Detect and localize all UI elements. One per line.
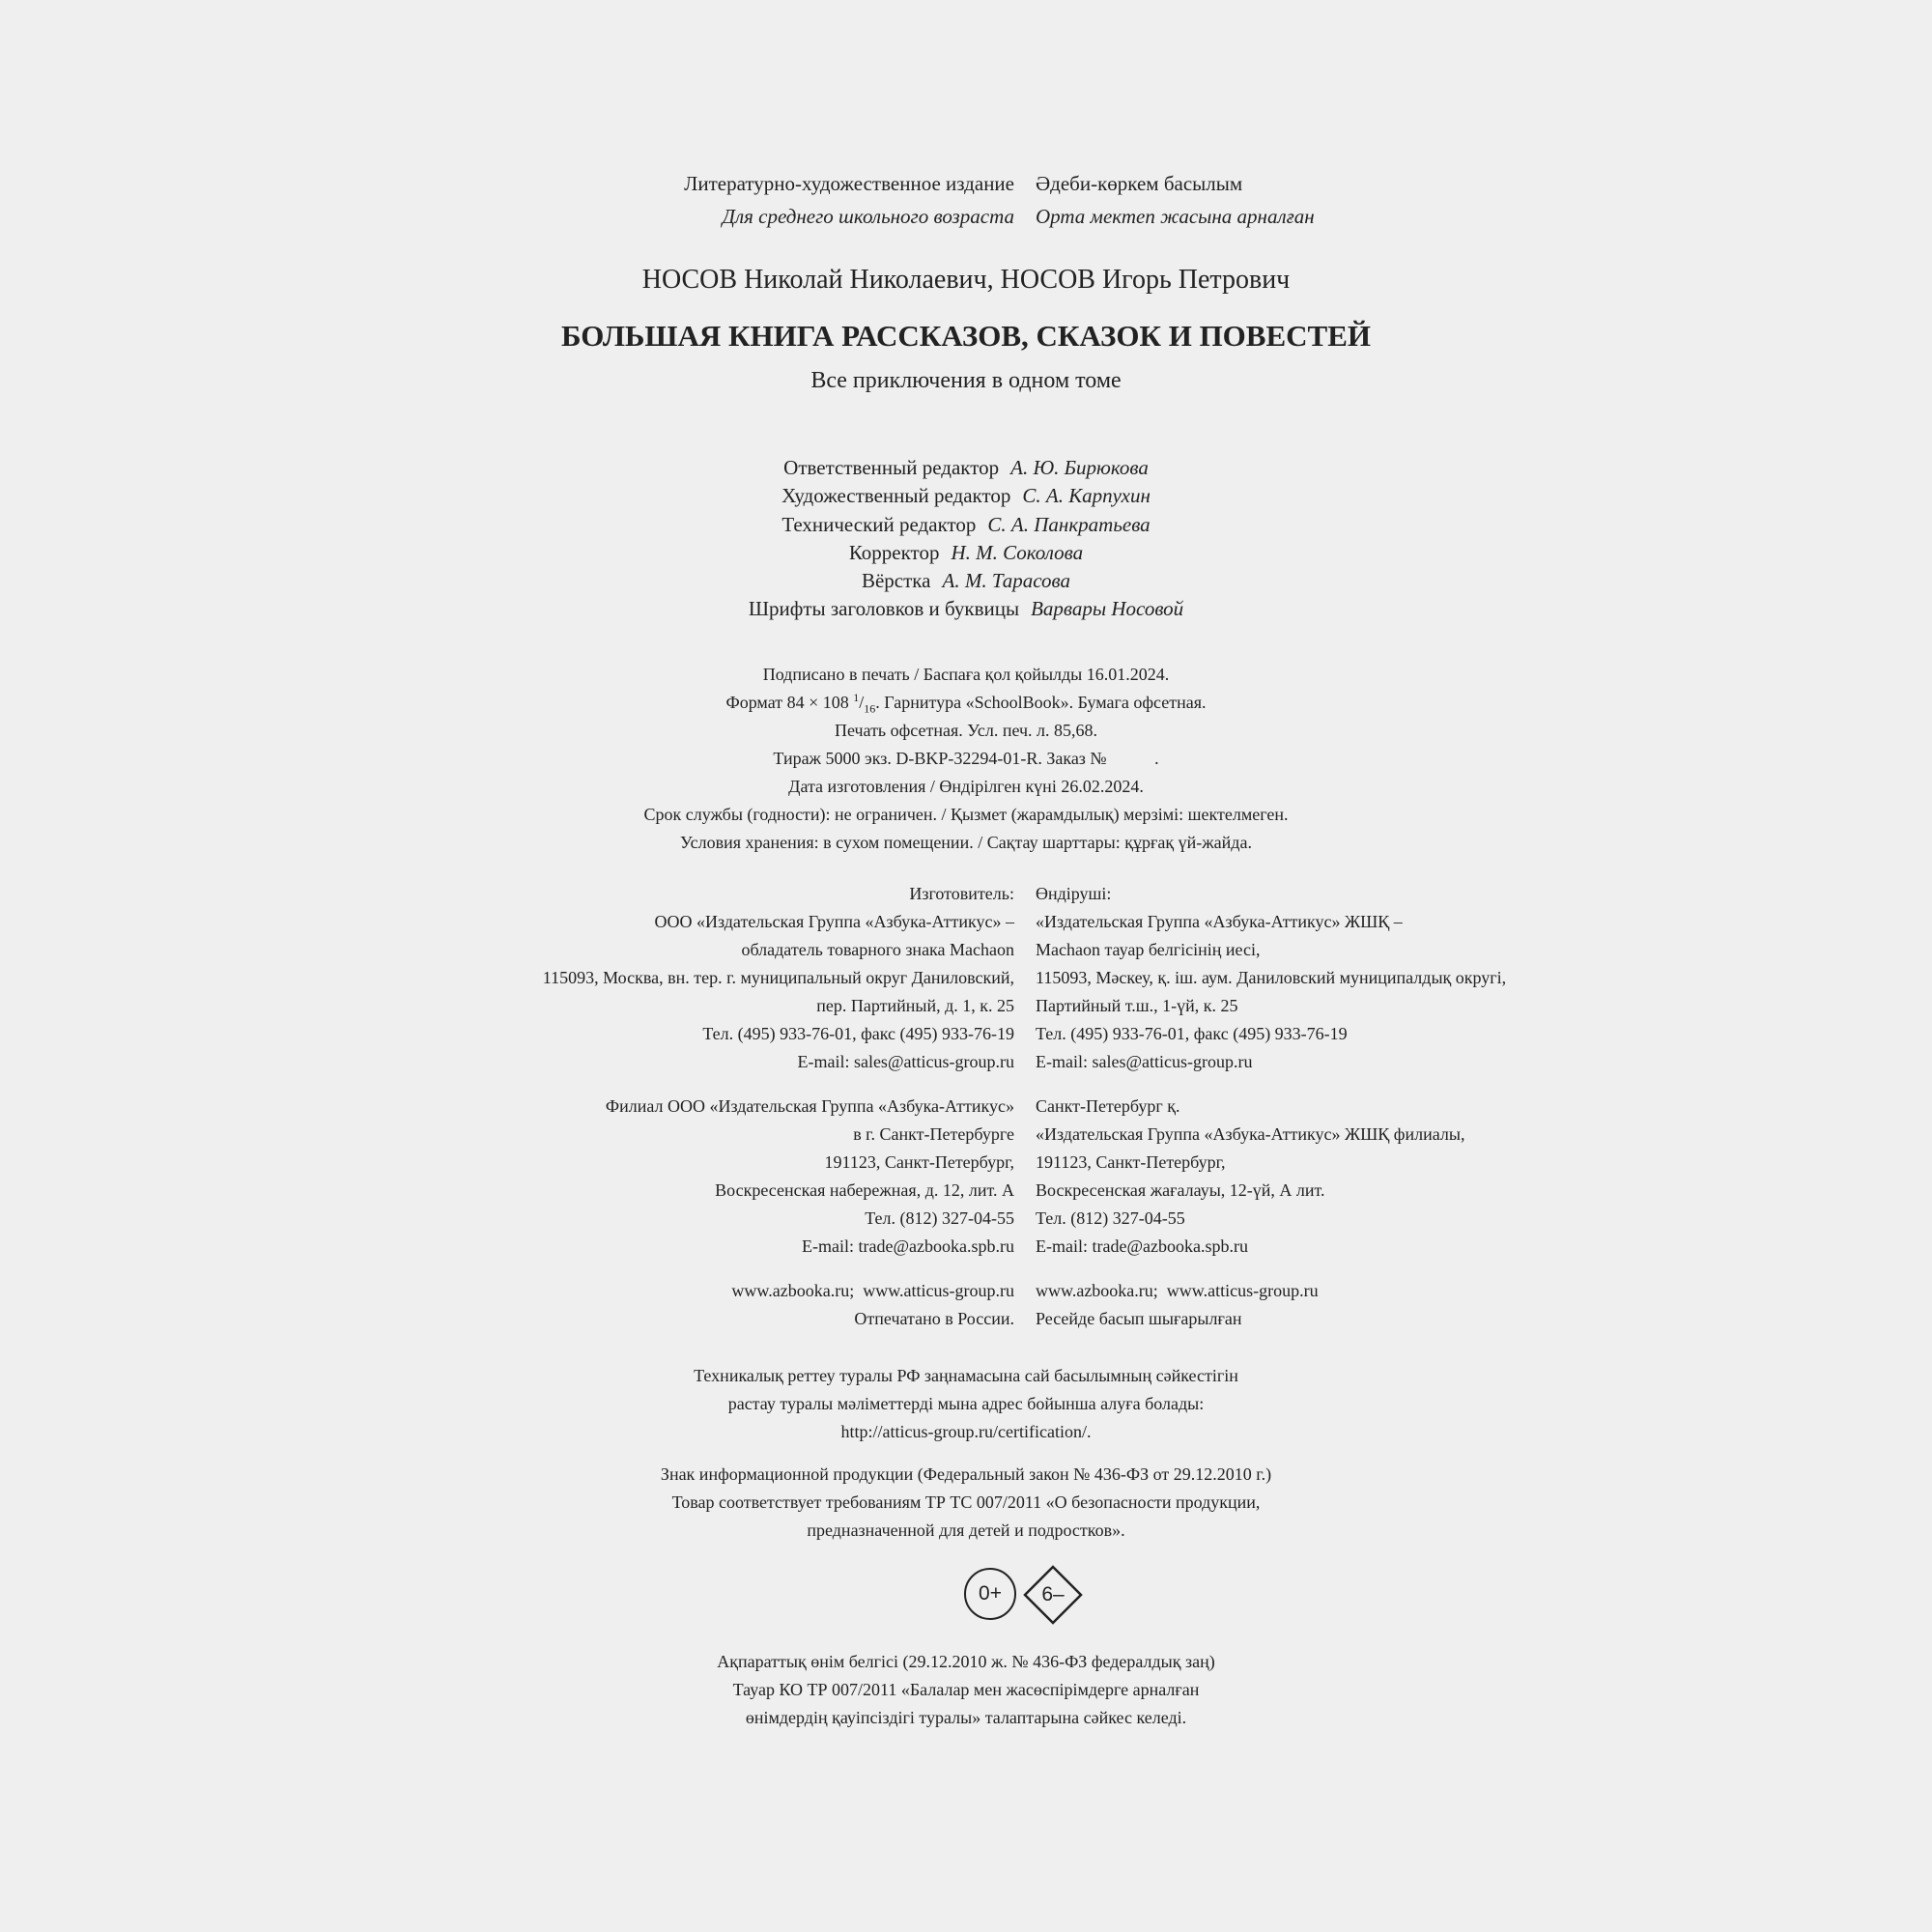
manufacturer-kz-line: Machaon тауар белгісінің иесі,	[1036, 940, 1261, 959]
branch-ru-line: 191123, Санкт-Петербург,	[824, 1152, 1014, 1172]
print-signed: Подписано в печать / Баспаға қол қойылды 16.01.2024.	[762, 665, 1170, 684]
credit-row	[0, 511, 1932, 539]
book-subtitle: Все приключения в одном томе	[810, 368, 1122, 393]
edition-type-kz: Әдеби-көркем басылым	[1036, 172, 1243, 195]
web-links-ru: www.azbooka.ru; www.atticus-group.ru	[731, 1281, 1014, 1300]
age-rating-circle-label: 0+	[979, 1582, 1002, 1605]
manufacturer-kz-line: «Издательская Группа «Азбука-Аттикус» ЖШҚ –	[1036, 912, 1403, 931]
info-ru-line: Знак информационной продукции (Федеральный закон № 436-ФЗ от 29.12.2010 г.)	[660, 1464, 1272, 1484]
credit-row	[0, 595, 1932, 623]
credit-role: Технический редактор	[781, 512, 977, 536]
age-rating-badges	[961, 1565, 1087, 1625]
info-ru-line: Товар соответствует требованиям ТР ТС 007/2011 «О безопасности продукции,	[671, 1492, 1261, 1512]
info-ru-line: предназначенной для детей и подростков».	[807, 1520, 1125, 1540]
credit-name: С. А. Панкратьева	[987, 512, 1151, 536]
manufacturer-ru-email: E-mail: sales@atticus-group.ru	[797, 1052, 1014, 1071]
branch-ru	[606, 1093, 1014, 1261]
print-format-sup: 1	[853, 691, 860, 704]
branch-kz-line: Тел. (812) 327-04-55	[1036, 1208, 1185, 1228]
branch-ru-line: в г. Санкт-Петербурге	[853, 1124, 1014, 1144]
info-product-ru	[0, 1461, 1932, 1545]
web-links-kz: www.azbooka.ru; www.atticus-group.ru	[1036, 1281, 1319, 1300]
credit-row	[0, 567, 1932, 595]
age-rating-diamond-icon	[1023, 1565, 1083, 1625]
branch-kz-line: Воскресенская жағалауы, 12-үй, А лит.	[1036, 1180, 1325, 1200]
certification-line: растау туралы мәліметтерді мына адрес бойынша алуға болады:	[727, 1394, 1205, 1413]
credits-list	[0, 454, 1932, 624]
manufacturer-kz-line: 115093, Мәскеу, қ. іш. аум. Даниловский муниципалдық округі,	[1036, 968, 1507, 987]
credit-name: А. Ю. Бирюкова	[1010, 456, 1149, 479]
manufacturer-kz-line: Өндіруші:	[1036, 884, 1112, 903]
manufacturer-kz-line: Партийный т.ш., 1-үй, к. 25	[1036, 996, 1238, 1015]
branch-kz-line: «Издательская Группа «Азбука-Аттикус» ЖШҚ филиалы,	[1036, 1124, 1465, 1144]
credit-row	[0, 454, 1932, 482]
manufacturer-ru-line: ООО «Издательская Группа «Азбука-Аттикус» –	[654, 912, 1014, 931]
edition-age-kz: Орта мектеп жасына арналған	[1036, 205, 1315, 228]
age-rating-diamond-label: 6–	[1041, 1583, 1065, 1605]
manufacturer-ru-line: 115093, Москва, вн. тер. г. муниципальный округ Даниловский,	[542, 968, 1014, 987]
certification-kz	[0, 1362, 1932, 1446]
credit-name: А. М. Тарасова	[942, 569, 1071, 593]
credit-name: С. А. Карпухин	[1022, 484, 1151, 508]
print-storage: Условия хранения: в сухом помещении. / Сақтау шарттары: құрғақ үй-жайда.	[680, 833, 1252, 852]
print-format-slash: /	[859, 693, 865, 712]
age-rating-circle-icon	[964, 1568, 1016, 1620]
certification-url: http://atticus-group.ru/certification/.	[840, 1422, 1092, 1441]
manufacturer-kz-line: Тел. (495) 933-76-01, факс (495) 933-76-19	[1036, 1024, 1348, 1043]
print-info	[0, 661, 1932, 857]
print-offset: Печать офсетная. Усл. печ. л. 85,68.	[834, 721, 1098, 740]
manufacturer-kz	[1036, 880, 1506, 1076]
credit-row	[0, 539, 1932, 567]
manufacturer-ru-line: пер. Партийный, д. 1, к. 25	[816, 996, 1014, 1015]
info-kz-line: Тауар КО ТР 007/2011 «Балалар мен жасөспірімдерге арналған	[732, 1680, 1200, 1699]
edition-age-ru: Для среднего школьного возраста	[722, 205, 1014, 228]
print-format	[0, 689, 1932, 717]
credit-name: Варвары Носовой	[1031, 597, 1184, 621]
manufacturer-ru	[543, 880, 1014, 1076]
web-kz	[1036, 1277, 1319, 1333]
book-title: БОЛЬШАЯ КНИГА РАССКАЗОВ, СКАЗОК И ПОВЕСТЕЙ	[560, 319, 1371, 353]
branch-kz-email: E-mail: trade@azbooka.spb.ru	[1036, 1236, 1248, 1256]
credit-role: Ответственный редактор	[783, 456, 1000, 479]
branch-ru-line: Воскресенская набережная, д. 12, лит. А	[715, 1180, 1014, 1200]
authors: НОСОВ Николай Николаевич, НОСОВ Игорь Петрович	[641, 265, 1291, 295]
manufacturer-ru-line: Изготовитель:	[909, 884, 1014, 903]
print-format-main: Формат 84 × 108	[725, 693, 849, 712]
branch-ru-line: Филиал ООО «Издательская Группа «Азбука-Аттикус»	[605, 1096, 1014, 1116]
branch-ru-email: E-mail: trade@azbooka.spb.ru	[802, 1236, 1014, 1256]
print-run: Тираж 5000 экз. D-BKP-32294-01-R. Заказ № .	[773, 749, 1159, 768]
branch-kz-line: 191123, Санкт-Петербург,	[1036, 1152, 1226, 1172]
print-date: Дата изготовления / Өндірілген күні 26.02.2024.	[788, 777, 1144, 796]
web-ru	[731, 1277, 1014, 1333]
credit-role: Шрифты заголовков и буквицы	[748, 597, 1020, 621]
manufacturer-ru-line: обладатель товарного знака Machaon	[741, 940, 1014, 959]
credit-role: Вёрстка	[861, 569, 931, 593]
branch-kz	[1036, 1093, 1464, 1261]
credit-row	[0, 482, 1932, 510]
manufacturer-kz-email: E-mail: sales@atticus-group.ru	[1036, 1052, 1253, 1071]
edition-type-ru: Литературно-художественное издание	[684, 172, 1014, 195]
print-shelf-life: Срок службы (годности): не ограничен. / Қызмет (жарамдылық) мерзімі: шектелмеген.	[643, 805, 1289, 824]
info-kz-line: өнімдердің қауіпсіздігі туралы» талаптарына сәйкес келеді.	[745, 1708, 1187, 1727]
print-format-sub: 16	[864, 701, 876, 716]
manufacturer-ru-line: Тел. (495) 933-76-01, факс (495) 933-76-19	[702, 1024, 1014, 1043]
info-product-kz	[0, 1648, 1932, 1732]
print-format-rest: . Гарнитура «SchoolBook». Бумага офсетная.	[875, 693, 1207, 712]
certification-line: Техникалық реттеу туралы РФ заңнамасына сай басылымның сәйкестігін	[694, 1366, 1238, 1385]
branch-ru-line: Тел. (812) 327-04-55	[865, 1208, 1014, 1228]
branch-kz-line: Санкт-Петербург қ.	[1036, 1096, 1180, 1116]
printed-in-ru: Отпечатано в России.	[854, 1309, 1014, 1328]
credit-role: Художественный редактор	[781, 484, 1011, 508]
credit-name: Н. М. Соколова	[951, 540, 1084, 564]
printed-in-kz: Ресейде басып шығарылған	[1036, 1309, 1242, 1328]
info-kz-line: Ақпараттық өнім белгісі (29.12.2010 ж. № 436-ФЗ федералдық заң)	[717, 1652, 1215, 1671]
credit-role: Корректор	[848, 540, 940, 564]
